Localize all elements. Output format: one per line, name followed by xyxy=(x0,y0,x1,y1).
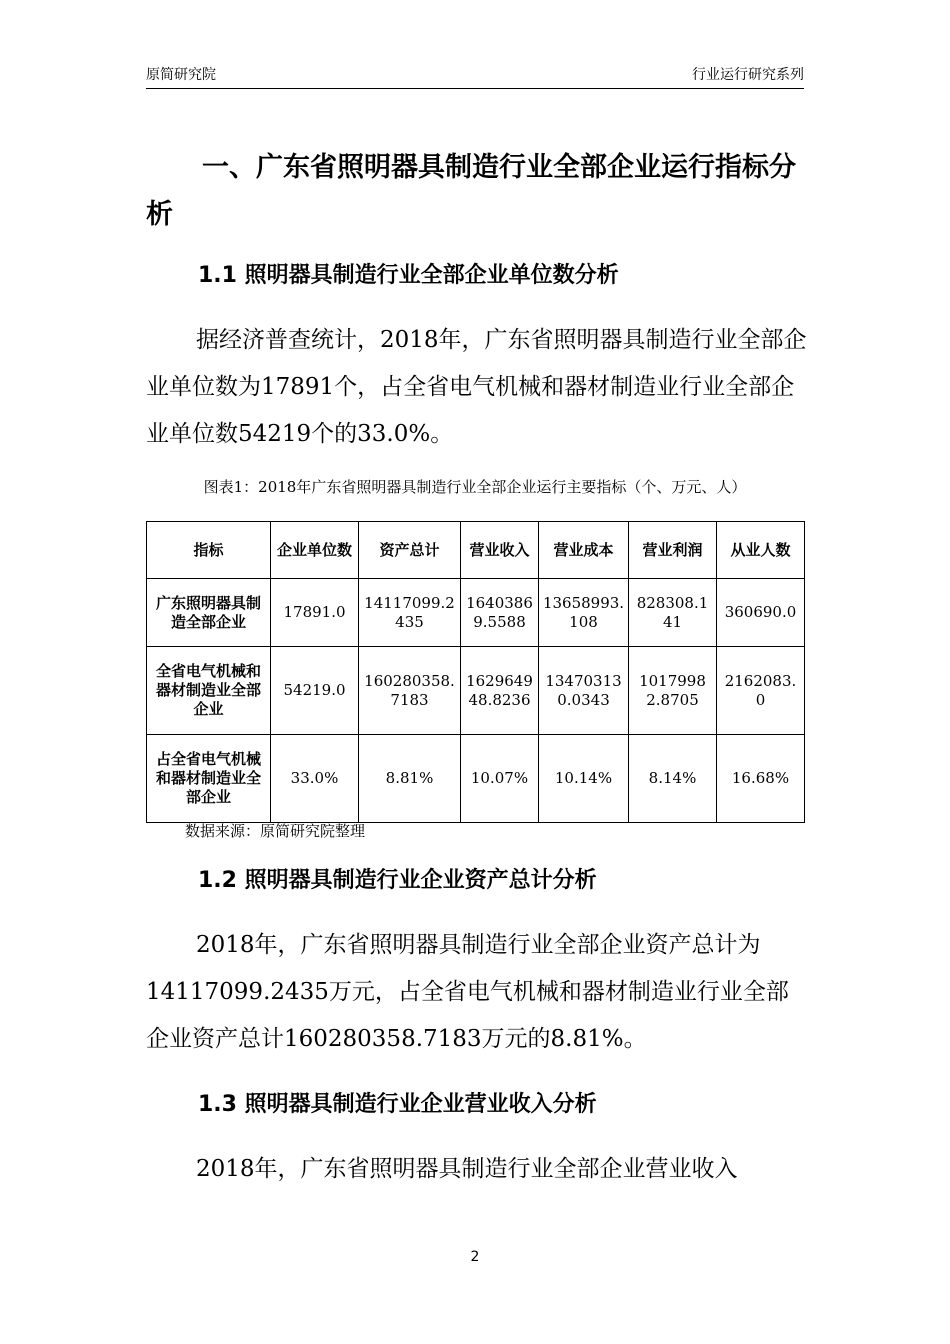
section-heading-1-2: 1.2 照明器具制造行业企业资产总计分析 xyxy=(198,868,597,893)
section-heading-1-3: 1.3 照明器具制造行业企业营业收入分析 xyxy=(198,1092,597,1117)
table-cell: 16.68% xyxy=(717,735,805,823)
table-row xyxy=(147,647,805,735)
header-rule xyxy=(146,88,804,89)
table-cell: 162964948.8236 xyxy=(461,647,539,735)
table-header-cell: 营业收入 xyxy=(461,522,539,579)
table-cell: 10.14% xyxy=(539,735,629,823)
header-org: 原简研究院 xyxy=(146,67,216,83)
row-label: 广东照明器具制造全部企业 xyxy=(147,579,271,647)
paragraph-1-2-text: 2018年，广东省照明器具制造行业全部企业资产总计为14117099.2435万元，占全省电气机械和器材制造业行业全部企业资产总计160280358.7183万元的8.81%。 xyxy=(146,932,789,1052)
table-header-cell: 营业成本 xyxy=(539,522,629,579)
table-cell: 14117099.2435 xyxy=(359,579,461,647)
section-heading-1-1: 1.1 照明器具制造行业全部企业单位数分析 xyxy=(198,263,619,288)
table-cell: 160280358.7183 xyxy=(359,647,461,735)
table-cell: 10.07% xyxy=(461,735,539,823)
table-cell: 54219.0 xyxy=(271,647,359,735)
table-header-row xyxy=(147,522,805,579)
table-cell: 17891.0 xyxy=(271,579,359,647)
table-cell: 16403869.5588 xyxy=(461,579,539,647)
table-cell: 8.14% xyxy=(629,735,717,823)
table-header-cell: 指标 xyxy=(147,522,271,579)
table-cell: 134703130.0343 xyxy=(539,647,629,735)
table-cell: 828308.141 xyxy=(629,579,717,647)
table-caption: 图表1：2018年广东省照明器具制造行业全部企业运行主要指标（个、万元、人） xyxy=(203,478,747,496)
paragraph-1-1 xyxy=(146,317,810,458)
row-label: 占全省电气机械和器材制造业全部企业 xyxy=(147,735,271,823)
chapter-title-text: 一、广东省照明器具制造行业全部企业运行指标分析 xyxy=(146,152,796,230)
table-cell: 360690.0 xyxy=(717,579,805,647)
paragraph-1-3 xyxy=(146,1146,810,1193)
table-cell: 2162083.0 xyxy=(717,647,805,735)
table-header-cell: 营业利润 xyxy=(629,522,717,579)
row-label: 全省电气机械和器材制造业全部企业 xyxy=(147,647,271,735)
paragraph-1-3-text: 2018年，广东省照明器具制造行业全部企业营业收入 xyxy=(196,1156,738,1182)
paragraph-1-1-text: 据经济普查统计，2018年，广东省照明器具制造行业全部企业单位数为17891个，占全省电气机械和器材制造业行业全部企业单位数54219个的33.0%。 xyxy=(146,327,807,447)
table-cell: 10179982.8705 xyxy=(629,647,717,735)
table-row xyxy=(147,579,805,647)
table-row xyxy=(147,735,805,823)
table-cell: 13658993.108 xyxy=(539,579,629,647)
table-source-note: 数据来源：原简研究院整理 xyxy=(185,822,366,840)
header-series: 行业运行研究系列 xyxy=(692,67,804,83)
page-number: 2 xyxy=(470,1249,480,1265)
paragraph-1-2 xyxy=(146,922,810,1063)
table-header-cell: 资产总计 xyxy=(359,522,461,579)
chapter-title xyxy=(146,144,810,238)
table-header-cell: 从业人数 xyxy=(717,522,805,579)
table-cell: 8.81% xyxy=(359,735,461,823)
table-cell: 33.0% xyxy=(271,735,359,823)
indicator-table xyxy=(146,521,805,823)
table-header-cell: 企业单位数 xyxy=(271,522,359,579)
